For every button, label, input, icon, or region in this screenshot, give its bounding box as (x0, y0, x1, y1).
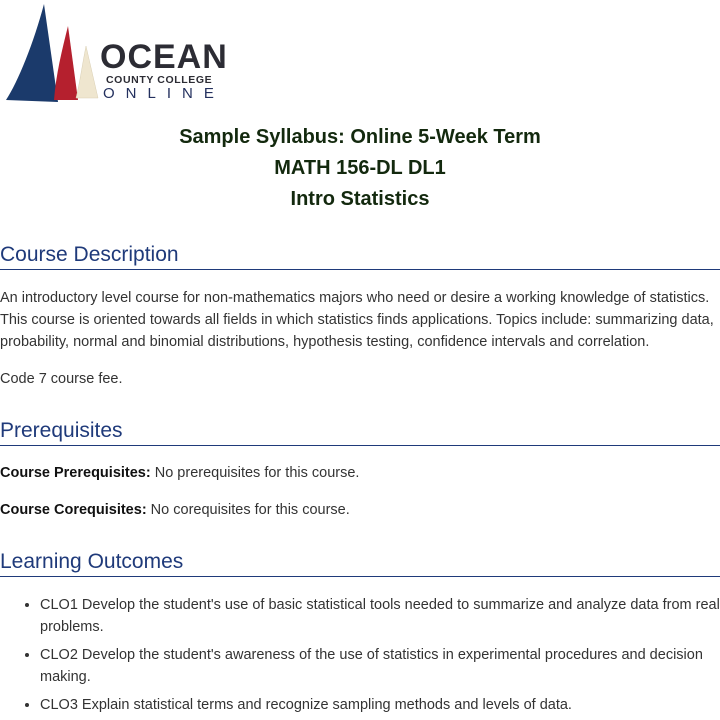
prerequisites-value: No prerequisites for this course. (150, 465, 360, 481)
red-sail (54, 26, 78, 100)
corequisites-label: Course Corequisites: (0, 502, 147, 518)
logo-wordmark (100, 40, 228, 102)
sailboat-icon (4, 2, 100, 106)
prerequisites-label: Course Prerequisites: (0, 465, 151, 481)
prerequisites-line (0, 462, 718, 484)
prerequisites-heading: Prerequisites (0, 418, 720, 446)
syllabus-title: Sample Syllabus: Online 5-Week Term (179, 126, 541, 148)
logo-line-ocean: OCEAN (100, 38, 228, 76)
logo-line-county-college: COUNTY COLLEGE (106, 74, 213, 86)
syllabus-title-block (0, 122, 720, 215)
list-item: • CLO1 Develop the student's use of basic statistical tools needed to summarize and analyze data from real problems. (40, 594, 720, 638)
course-name: Intro Statistics (290, 188, 430, 210)
cream-sail (76, 46, 98, 98)
corequisites-line (0, 499, 718, 521)
learning-outcomes-heading: Learning Outcomes (0, 549, 720, 577)
college-logo (4, 2, 228, 106)
navy-sail (6, 4, 58, 102)
logo-line-online: ONLINE (103, 85, 225, 102)
list-item: • CLO2 Develop the student's awareness of the use of statistics in experimental procedures and decision making. (40, 644, 720, 688)
corequisites-value: No corequisites for this course. (146, 502, 350, 518)
course-description-heading: Course Description (0, 242, 720, 270)
course-code: MATH 156-DL DL1 (274, 157, 446, 179)
learning-outcomes-list (0, 594, 720, 720)
course-description-text: An introductory level course for non-mathematics majors who need or desire a working knowledge of statistics. This course is oriented towards all fields in which statistics finds applications. Topics include: summarizing data, probability, normal and binomial distributions, hypothesis testing, confidence intervals and correlation. (0, 290, 714, 350)
course-fee-text: Code 7 course fee. (0, 371, 123, 387)
list-item: • CLO3 Explain statistical terms and recognize sampling methods and levels of data. (40, 694, 720, 716)
